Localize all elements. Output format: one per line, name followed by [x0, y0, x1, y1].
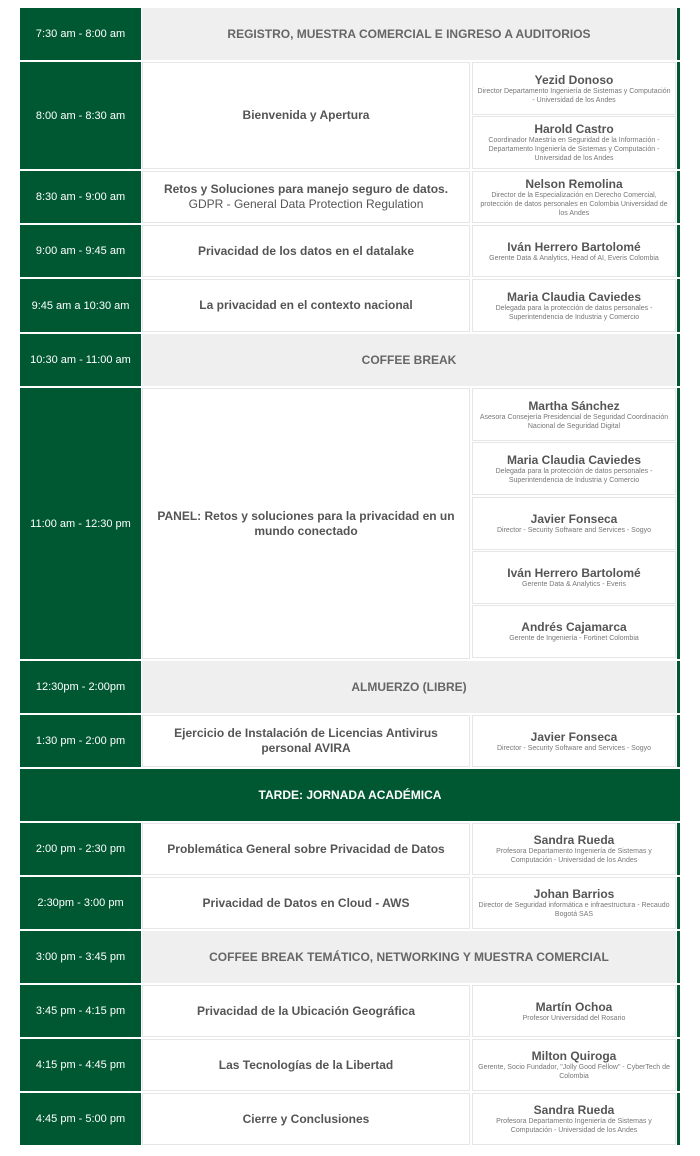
speaker-role: Profesor Universidad del Rosario	[522, 1014, 626, 1022]
session-title-text: Privacidad de Datos en Cloud - AWS	[202, 895, 410, 910]
speaker-role: Director de la Especialización en Derecho Comercial, protección de datos personales en Colombia Universidad de los Andes	[480, 191, 668, 217]
agenda-row	[20, 931, 680, 983]
speaker-card	[472, 225, 676, 277]
time-slot: 10:30 am - 11:00 am	[20, 334, 141, 386]
speaker-role: Director de Seguridad informática e infraestructura - Recaudo Bogotá SAS	[478, 902, 670, 918]
speaker-name: Martha Sánchez	[528, 398, 620, 413]
speaker-role: Profesora Departamento Ingeniería de Sistemas y Computación - Universidad de los Andes	[496, 1118, 652, 1134]
row-accent-bar	[677, 715, 680, 767]
speaker-name: Milton Quiroga	[531, 1049, 617, 1063]
session-title-text: Privacidad de los datos en el datalake	[197, 243, 415, 258]
speaker-card	[472, 62, 676, 115]
speaker-list	[472, 823, 676, 875]
speaker-role: Gerente, Socio Fundador, "Jolly Good Fellow" - CyberTech de Colombia	[478, 1064, 670, 1080]
agenda-row	[20, 877, 680, 929]
row-accent-bar	[677, 661, 680, 713]
speaker-list	[472, 225, 676, 277]
time-slot: 4:15 pm - 4:45 pm	[20, 1039, 141, 1091]
row-accent-bar	[677, 279, 680, 332]
speaker-role: Delegada para la protección de datos personales - Superintendencia de Industria y Comercio	[495, 467, 653, 484]
row-accent-bar	[677, 823, 680, 875]
speaker-name: Sandra Rueda	[533, 833, 615, 847]
session-title	[142, 715, 470, 767]
session-title-text: Retos y Soluciones para manejo seguro de datos.	[163, 182, 449, 196]
time-slot: 8:30 am - 9:00 am	[20, 171, 141, 223]
speaker-card	[472, 116, 676, 169]
speaker-role: Director - Security Software and Services - Sogyo	[496, 527, 652, 534]
speaker-list	[472, 171, 676, 223]
speaker-card	[472, 497, 676, 550]
speaker-role: Gerente Data & Analytics - Everis	[522, 581, 626, 588]
time-slot: 3:00 pm - 3:45 pm	[20, 931, 141, 983]
speaker-role: Delegada para la protección de datos personales - Superintendencia de Industria y Comercio	[495, 304, 653, 321]
time-slot: 9:00 am - 9:45 am	[20, 225, 141, 277]
time-slot: 12:30pm - 2:00pm	[20, 661, 141, 713]
speaker-card	[472, 877, 676, 929]
speaker-card	[472, 442, 676, 495]
speaker-name: Harold Castro	[534, 122, 614, 136]
time-slot: 7:30 am - 8:00 am	[20, 8, 141, 60]
session-title-text: PANEL: Retos y soluciones para la privacidad en un mundo conectado	[157, 508, 455, 538]
speaker-name: Yezid Donoso	[534, 72, 614, 87]
speaker-name: Iván Herrero Bartolomé	[507, 239, 641, 254]
agenda-row	[20, 823, 680, 875]
speaker-role: Director - Security Software and Services - Sogyo	[496, 744, 652, 752]
break-label: COFFEE BREAK TEMÁTICO, NETWORKING Y MUESTRA COMERCIAL	[142, 931, 676, 983]
agenda-row	[20, 171, 680, 223]
break-label: COFFEE BREAK	[142, 334, 676, 386]
session-subtitle: GDPR - General Data Protection Regulation	[188, 197, 424, 211]
agenda-row	[20, 388, 680, 659]
speaker-list	[472, 1039, 676, 1091]
session-title	[142, 171, 470, 223]
time-slot: 1:30 pm - 2:00 pm	[20, 715, 141, 767]
break-label: ALMUERZO (LIBRE)	[142, 661, 676, 713]
section-header: TARDE: JORNADA ACADÉMICA	[20, 769, 680, 821]
speaker-role: Gerente Data & Analytics, Head of AI, Everis Colombia	[489, 254, 659, 262]
session-title-text: Ejercicio de Instalación de Licencias Antivirus personal AVIRA	[174, 726, 438, 755]
speaker-card	[472, 388, 676, 441]
speaker-card	[472, 171, 676, 223]
session-title	[142, 388, 470, 659]
speaker-role: Director Departamento Ingeniería de Sistemas y Computación - Universidad de los Andes	[477, 87, 671, 104]
row-accent-bar	[677, 985, 680, 1037]
row-accent-bar	[677, 334, 680, 386]
break-label: REGISTRO, MUESTRA COMERCIAL E INGRESO A AUDITORIOS	[142, 8, 676, 60]
session-title	[142, 823, 470, 875]
row-accent-bar	[677, 62, 680, 169]
session-title	[142, 62, 470, 169]
speaker-card	[472, 1093, 676, 1145]
time-slot: 3:45 pm - 4:15 pm	[20, 985, 141, 1037]
row-accent-bar	[677, 1039, 680, 1091]
agenda-row	[20, 661, 680, 713]
speaker-name: Martín Ochoa	[535, 999, 613, 1014]
speaker-card	[472, 279, 676, 332]
speaker-list	[472, 62, 676, 169]
session-title-text: Bienvenida y Apertura	[242, 108, 370, 122]
speaker-card	[472, 715, 676, 767]
speaker-list	[472, 279, 676, 332]
row-accent-bar	[677, 877, 680, 929]
row-accent-bar	[677, 1093, 680, 1145]
speaker-card	[472, 823, 676, 875]
speaker-list	[472, 985, 676, 1037]
session-title	[142, 225, 470, 277]
agenda-row	[20, 1093, 680, 1145]
speaker-role: Asesora Consejería Presidencial de Seguridad Coordinación Nacional de Seguridad Digital	[479, 413, 669, 430]
time-slot: 2:00 pm - 2:30 pm	[20, 823, 141, 875]
time-slot: 9:45 am a 10:30 am	[20, 279, 141, 332]
speaker-name: Johan Barrios	[533, 887, 615, 901]
time-slot: 8:00 am - 8:30 am	[20, 62, 141, 169]
speaker-list	[472, 388, 676, 659]
speaker-name: Maria Claudia Caviedes	[506, 289, 642, 304]
agenda-row	[20, 334, 680, 386]
session-title-text: Privacidad de la Ubicación Geográfica	[196, 1003, 416, 1018]
speaker-name: Javier Fonseca	[530, 512, 618, 526]
agenda-row	[20, 279, 680, 332]
agenda-row	[20, 715, 680, 767]
session-title	[142, 985, 470, 1037]
session-title	[142, 877, 470, 929]
row-accent-bar	[677, 225, 680, 277]
agenda-row	[20, 1039, 680, 1091]
speaker-card	[472, 1039, 676, 1091]
row-accent-bar	[677, 171, 680, 223]
speaker-card	[472, 985, 676, 1037]
speaker-name: Andrés Cajamarca	[521, 620, 627, 634]
time-slot: 2:30pm - 3:00 pm	[20, 877, 141, 929]
speaker-role: Profesora Departamento Ingeniería de Sistemas y Computación - Universidad de los Andes	[496, 848, 652, 864]
agenda-row	[20, 8, 680, 60]
speaker-card	[472, 551, 676, 604]
row-accent-bar	[677, 931, 680, 983]
agenda-row	[20, 62, 680, 169]
row-accent-bar	[677, 388, 680, 659]
session-title-text: Problemática General sobre Privacidad de Datos	[167, 841, 445, 856]
speaker-list	[472, 1093, 676, 1145]
speaker-list	[472, 715, 676, 767]
session-title-text: La privacidad en el contexto nacional	[199, 298, 413, 312]
speaker-name: Sandra Rueda	[533, 1103, 615, 1117]
agenda-row	[20, 985, 680, 1037]
session-title-text: Cierre y Conclusiones	[242, 1111, 370, 1126]
speaker-name: Javier Fonseca	[530, 729, 618, 744]
speaker-role: Gerente de Ingeniería - Fortinet Colombia	[509, 635, 639, 642]
agenda-row	[20, 225, 680, 277]
row-accent-bar	[677, 8, 680, 60]
session-title	[142, 1039, 470, 1091]
session-title-text: Las Tecnologías de la Libertad	[218, 1057, 394, 1072]
speaker-list	[472, 877, 676, 929]
speaker-name: Maria Claudia Caviedes	[506, 452, 642, 467]
time-slot: 11:00 am - 12:30 pm	[20, 388, 141, 659]
time-slot: 4:45 pm - 5:00 pm	[20, 1093, 141, 1145]
speaker-name: Nelson Remolina	[525, 176, 623, 191]
session-title	[142, 1093, 470, 1145]
speaker-name: Iván Herrero Bartolomé	[507, 566, 641, 580]
speaker-card	[472, 605, 676, 658]
speaker-role: Coordinador Maestría en Seguridad de la Información - Departamento Ingeniería de Sistemas y Computación - Universidad de los Andes	[488, 137, 660, 162]
session-title	[142, 279, 470, 332]
